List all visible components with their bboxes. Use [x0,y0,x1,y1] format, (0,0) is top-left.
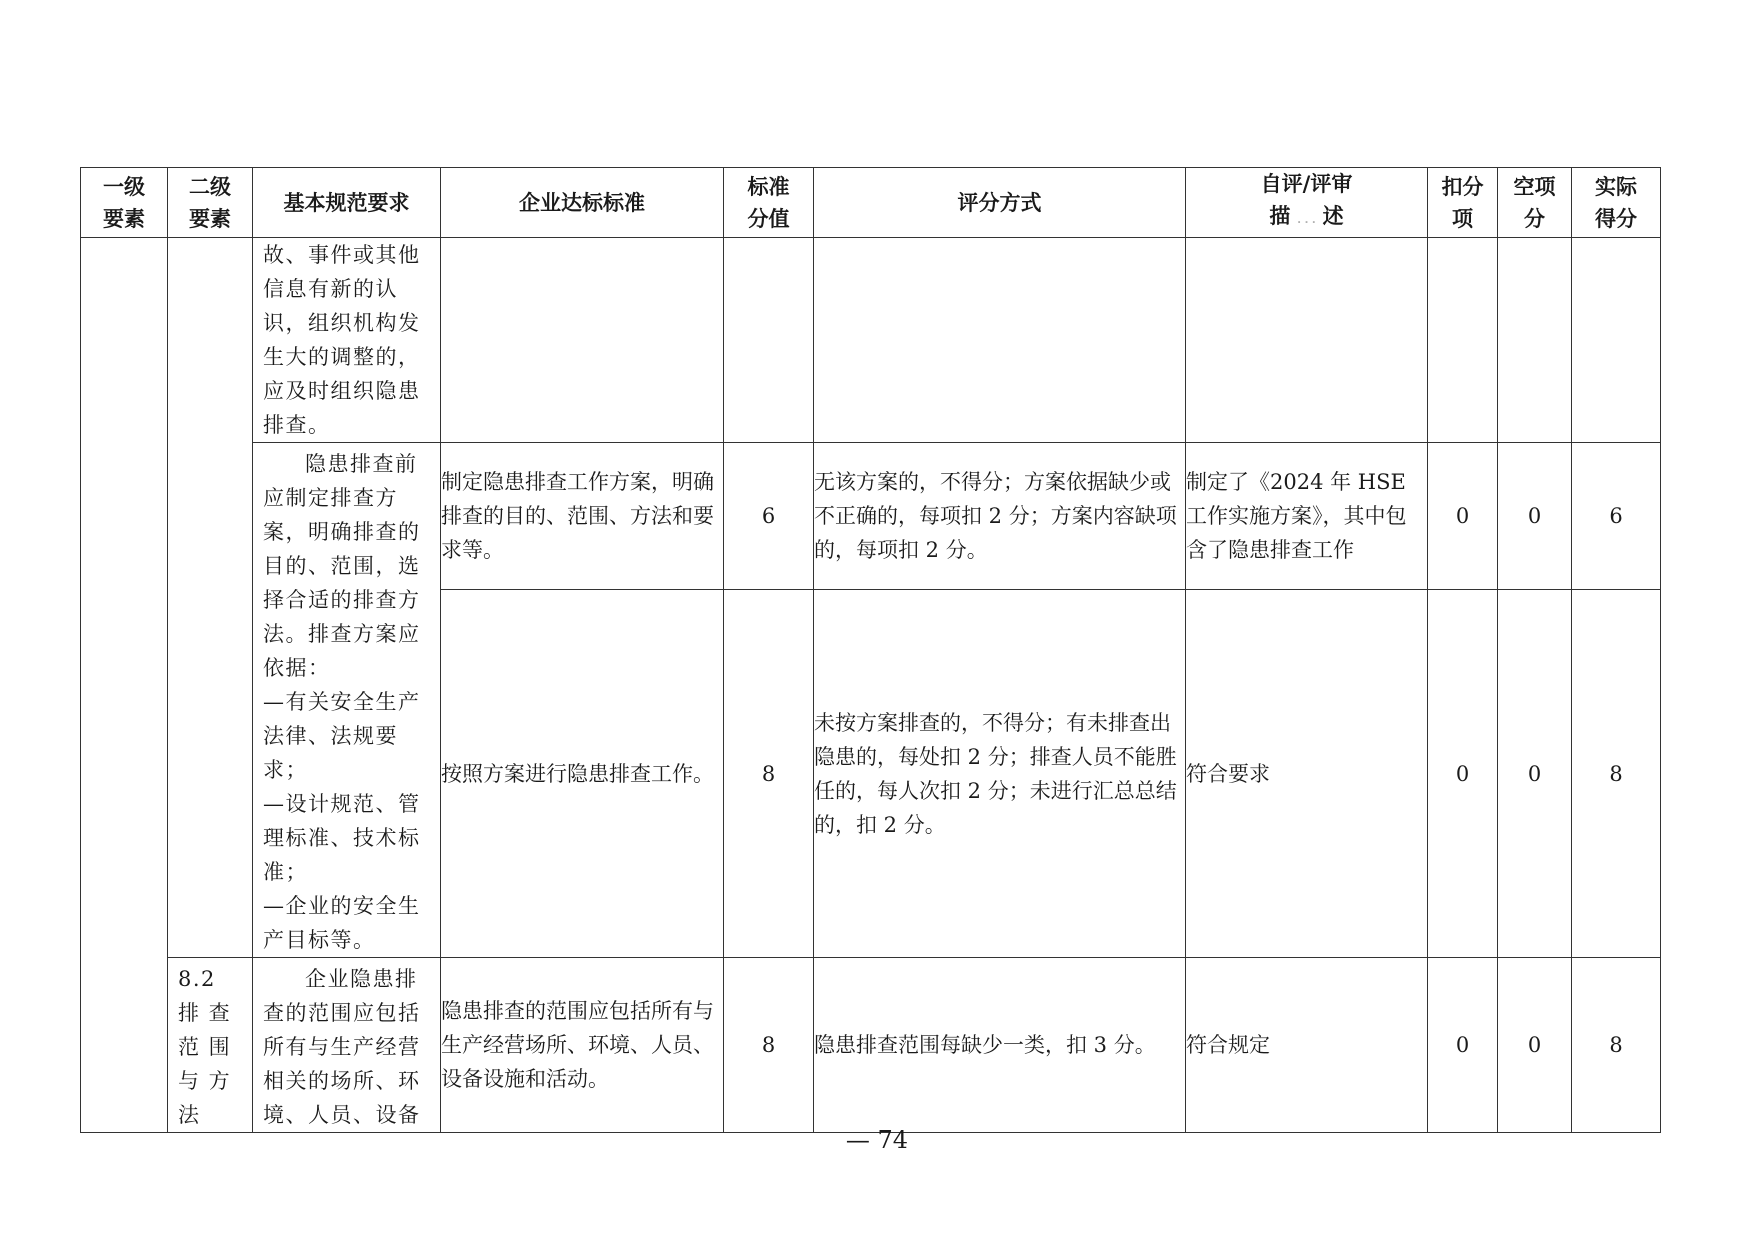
level2-element-cell: 8.2 排 查 范 围 与 方 法 [168,958,253,1133]
page-number: — 74 [845,1126,909,1154]
header-enterprise-standard: 企业达标标准 [441,168,724,238]
header-level2-element: 二级 要素 [168,168,253,238]
table-row [81,443,1661,590]
empty-cell [1498,238,1572,443]
deduction-cell: 0 [1428,958,1498,1133]
header-deduction-items: 扣分 项 [1428,168,1498,238]
actual-cell: 8 [1572,590,1661,958]
standard-cell [441,238,724,443]
level2-element-cell [168,238,253,958]
table-row [81,238,1661,443]
deduction-cell [1428,238,1498,443]
header-row [81,168,1661,238]
description-cell: 制定了《2024 年 HSE 工作实施方案》，其中包含了隐患排查工作 [1186,443,1428,590]
method-cell [814,238,1186,443]
empty-cell: 0 [1498,443,1572,590]
requirement-cell: 故、事件或其他 信息有新的认 识，组织机构发 生大的调整的， 应及时组织隐患 排查。 [253,238,441,443]
deduction-cell: 0 [1428,443,1498,590]
empty-cell: 0 [1498,958,1572,1133]
actual-cell: 8 [1572,958,1661,1133]
method-cell: 无该方案的，不得分；方案依据缺少或不正确的，每项扣 2 分；方案内容缺项的，每项扣 2 分。 [814,443,1186,590]
level1-element-cell [81,238,168,1133]
method-cell: 隐患排查范围每缺少一类，扣 3 分。 [814,958,1186,1133]
empty-cell: 0 [1498,590,1572,958]
actual-cell [1572,238,1661,443]
method-cell: 未按方案排查的，不得分；有未排查出隐患的，每处扣 2 分；排查人员不能胜任的，每人次扣 2 分；未进行汇总总结的，扣 2 分。 [814,590,1186,958]
header-scoring-method: 评分方式 [814,168,1186,238]
standard-cell: 隐患排查的范围应包括所有与生产经营场所、环境、人员、设备设施和活动。 [441,958,724,1133]
score-cell: 6 [724,443,814,590]
description-cell: 符合规定 [1186,958,1428,1133]
score-cell: 8 [724,590,814,958]
header-self-evaluation: 自评/评审 描 . . . 述 [1186,168,1428,238]
description-cell: 符合要求 [1186,590,1428,958]
standard-cell: 按照方案进行隐患排查工作。 [441,590,724,958]
standard-cell: 制定隐患排查工作方案，明确排查的目的、范围、方法和要求等。 [441,443,724,590]
header-basic-requirement: 基本规范要求 [253,168,441,238]
description-cell [1186,238,1428,443]
header-level1-element: 一级 要素 [81,168,168,238]
requirement-cell: 企业隐患排 查的范围应包括 所有与生产经营 相关的场所、环 境、人员、设备 [253,958,441,1133]
header-standard-score: 标准 分值 [724,168,814,238]
table-row [81,958,1661,1133]
deduction-cell: 0 [1428,590,1498,958]
header-actual-score: 实际 得分 [1572,168,1661,238]
score-cell: 8 [724,958,814,1133]
score-cell [724,238,814,443]
actual-cell: 6 [1572,443,1661,590]
header-empty-items: 空项 分 [1498,168,1572,238]
requirement-cell: 隐患排查前 应制定排查方 案，明确排查的 目的、范围，选 择合适的排查方 法。排查方案应 依据： —有关安全生产 法律、法规要求； —设计规范、管 理标准、技术标 准； —企业的安全生 产目标等。 [253,443,441,958]
evaluation-table [80,167,1661,1133]
